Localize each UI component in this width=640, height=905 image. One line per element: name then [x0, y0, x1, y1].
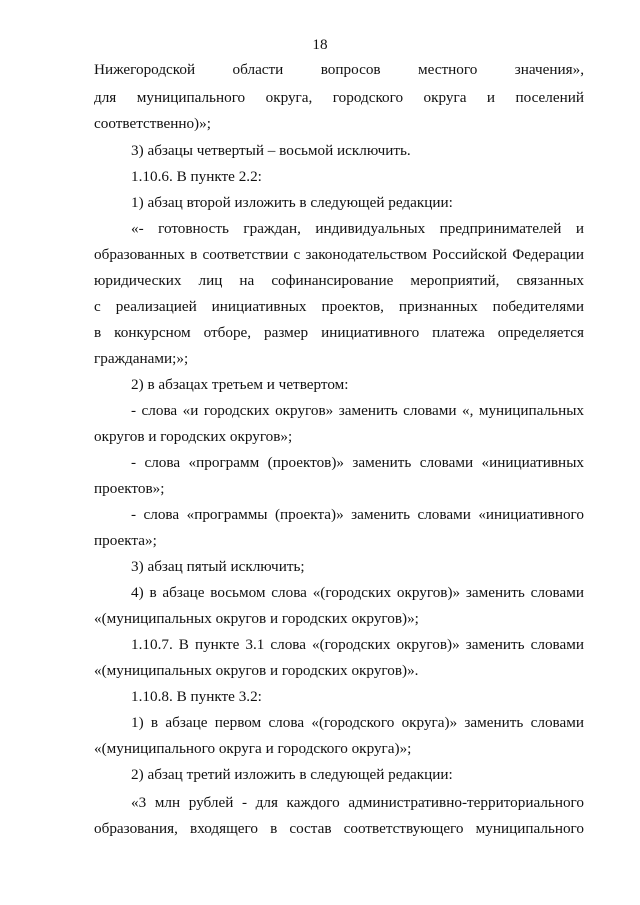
text-line: 1) абзац второй изложить в следующей редакции:: [131, 194, 453, 211]
text-line: гражданами;»;: [94, 350, 189, 367]
text-line: 2) абзац третий изложить в следующей редакции:: [131, 766, 453, 783]
text-line: - слова «программы (проекта)» заменить словами «инициативного: [131, 506, 584, 523]
text-line: «(муниципальных округов и городских округов)».: [94, 662, 419, 679]
text-line: для муниципального округа, городского округа и поселений: [94, 89, 584, 106]
text-line: 1) в абзаце первом слова «(городского округа)» заменить словами: [131, 714, 584, 731]
text-line: «- готовность граждан, индивидуальных предпринимателей и: [131, 220, 584, 237]
page-number: 18: [312, 36, 328, 53]
text-line: Нижегородской области вопросов местного значения»,: [94, 61, 584, 78]
text-line: 2) в абзацах третьем и четвертом:: [131, 376, 349, 393]
text-line: округов и городских округов»;: [94, 428, 293, 445]
text-line: образованных в соответствии с законодательством Российской Федерации: [94, 246, 584, 263]
text-line: с реализацией инициативных проектов, признанных победителями: [94, 298, 584, 315]
text-line: 1.10.7. В пункте 3.1 слова «(городских округов)» заменить словами: [131, 636, 584, 653]
text-line: 1.10.8. В пункте 3.2:: [131, 688, 262, 705]
text-line: 4) в абзаце восьмом слова «(городских округов)» заменить словами: [131, 584, 584, 601]
text-line: проектов»;: [94, 480, 165, 497]
text-line: 3) абзац пятый исключить;: [131, 558, 305, 575]
text-line: 3) абзацы четвертый – восьмой исключить.: [131, 142, 411, 159]
text-line: «(муниципальных округов и городских округов)»;: [94, 610, 419, 627]
text-line: - слова «программ (проектов)» заменить словами «инициативных: [131, 454, 584, 471]
text-line: образования, входящего в состав соответствующего муниципального: [94, 820, 584, 837]
text-line: «3 млн рублей - для каждого административно-территориального: [131, 794, 584, 811]
text-line: в конкурсном отборе, размер инициативного платежа определяется: [94, 324, 584, 341]
text-line: юридических лиц на софинансирование мероприятий, связанных: [94, 272, 584, 289]
text-line: соответственно)»;: [94, 115, 211, 132]
text-line: «(муниципального округа и городского округа)»;: [94, 740, 412, 757]
text-line: - слова «и городских округов» заменить словами «, муниципальных: [131, 402, 584, 419]
text-line: 1.10.6. В пункте 2.2:: [131, 168, 262, 185]
text-line: проекта»;: [94, 532, 157, 549]
